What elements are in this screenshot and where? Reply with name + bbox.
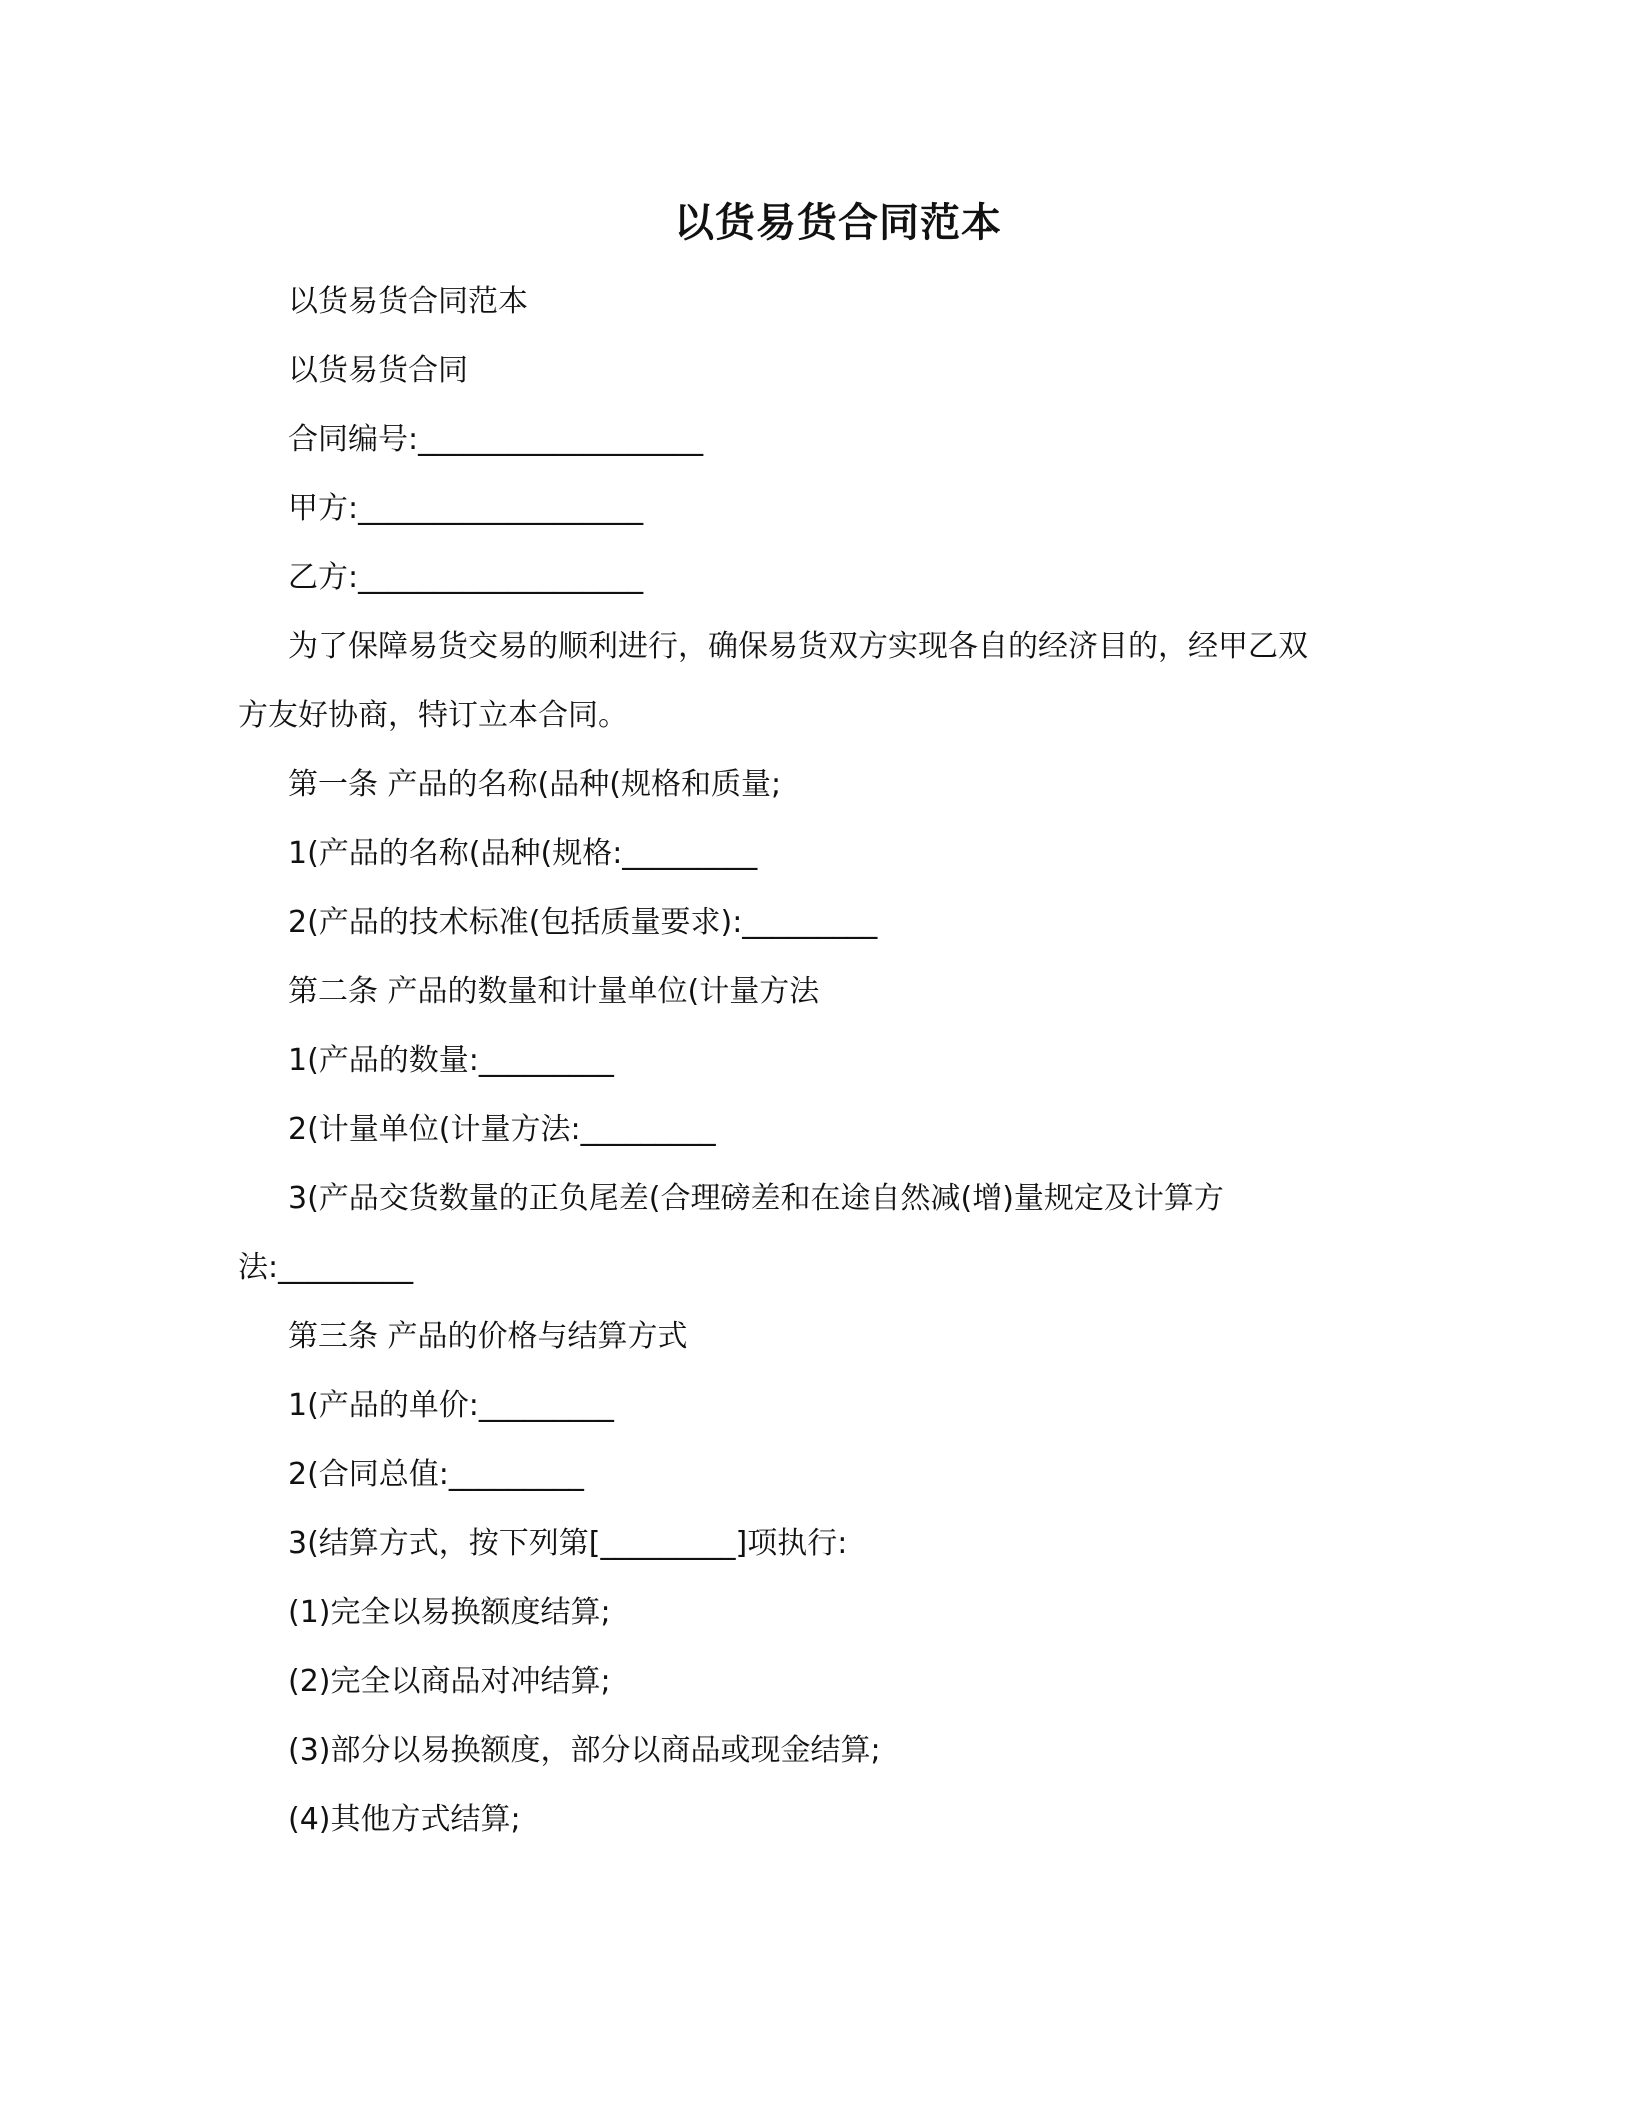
article-3-item-3: 3(结算方式，按下列第[_________]项执行:	[288, 1526, 848, 1561]
article-2-item-1: 1(产品的数量:_________	[288, 1043, 614, 1078]
settlement-option-2: (2)完全以商品对冲结算;	[288, 1664, 611, 1699]
article-3-item-1: 1(产品的单价:_________	[288, 1388, 614, 1423]
article-1-item-2: 2(产品的技术标准(包括质量要求):_________	[288, 905, 878, 940]
settlement-option-3: (3)部分以易换额度，部分以商品或现金结算;	[288, 1733, 881, 1768]
article-2-item-3-line-1: 3(产品交货数量的正负尾差(合理磅差和在途自然减(增)量规定及计算方	[288, 1181, 1224, 1216]
article-1-heading: 第一条 产品的名称(品种(规格和质量;	[288, 767, 782, 802]
preamble-paragraph-line-2: 方友好协商，特订立本合同。	[238, 698, 628, 733]
article-2-heading: 第二条 产品的数量和计量单位(计量方法	[288, 974, 820, 1009]
settlement-option-1: (1)完全以易换额度结算;	[288, 1595, 611, 1630]
party-b-field: 乙方:___________________	[288, 560, 644, 595]
subtitle-line: 以货易货合同范本	[288, 284, 528, 319]
article-3-item-2: 2(合同总值:_________	[288, 1457, 584, 1492]
settlement-option-4: (4)其他方式结算;	[288, 1802, 521, 1837]
article-2-item-3-line-2: 法:_________	[238, 1250, 414, 1285]
contract-name-line: 以货易货合同	[288, 353, 468, 388]
article-3-heading: 第三条 产品的价格与结算方式	[288, 1319, 688, 1354]
article-2-item-2: 2(计量单位(计量方法:_________	[288, 1112, 716, 1147]
document-title: 以货易货合同范本	[674, 200, 1002, 246]
article-1-item-1: 1(产品的名称(品种(规格:_________	[288, 836, 758, 871]
party-a-field: 甲方:___________________	[288, 491, 644, 526]
contract-number-field: 合同编号:___________________	[288, 422, 704, 457]
preamble-paragraph-line-1: 为了保障易货交易的顺利进行，确保易货双方实现各自的经济目的，经甲乙双	[288, 629, 1308, 664]
